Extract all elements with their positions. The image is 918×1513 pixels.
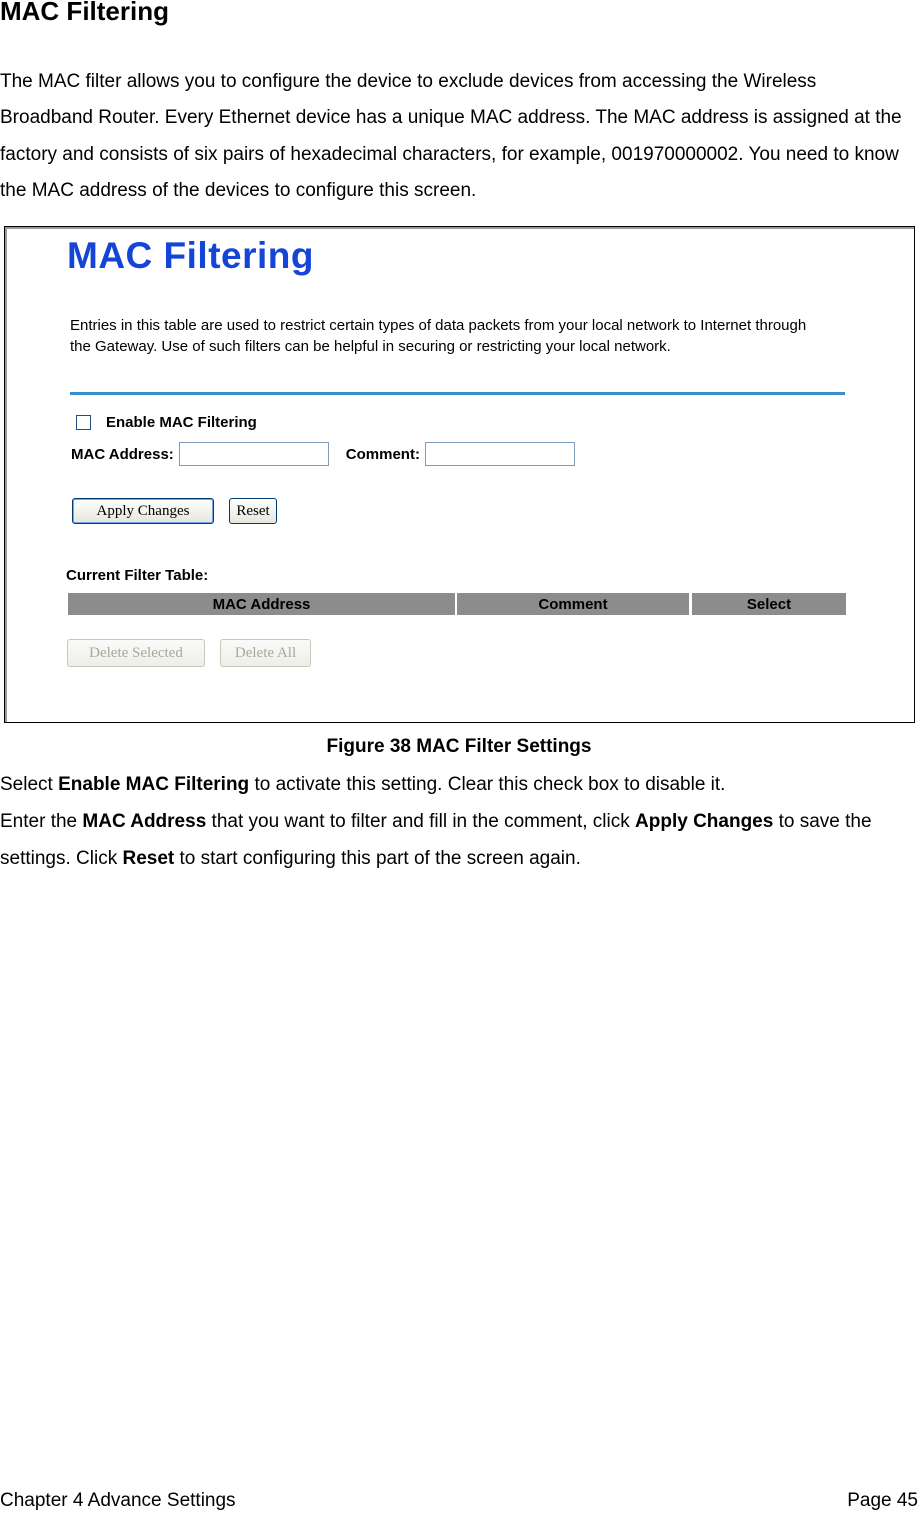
intro-paragraph: The MAC filter allows you to configure the device to exclude devices from accessing the Wireless Broadband Router. Every Ethernet device has a unique MAC address. The MAC address is assigned at the factory and consists of six pairs of hexadecimal characters, for example, 001970000002. You need to know the MAC address of the devices to configure this screen. <box>0 71 902 201</box>
column-header-select: Select <box>692 593 846 615</box>
footer-chapter: Chapter 4 Advance Settings <box>0 1490 236 1511</box>
enable-mac-filtering-row <box>76 414 257 431</box>
document-title: MAC Filtering <box>0 0 169 26</box>
current-filter-table-title: Current Filter Table: <box>66 567 209 584</box>
footer-page-number: Page 45 <box>847 1490 918 1511</box>
delete-all-button[interactable]: Delete All <box>220 639 311 667</box>
column-header-mac-address: MAC Address <box>68 593 455 615</box>
mac-filter-screenshot <box>4 226 915 723</box>
paragraph-enable: Select Enable MAC Filtering to activate this setting. Clear this check box to disable it. <box>0 774 726 795</box>
term-reset: Reset <box>122 848 175 869</box>
term-mac-address: MAC Address <box>82 811 207 832</box>
mac-address-label: MAC Address: <box>71 445 174 463</box>
divider <box>70 392 845 395</box>
column-header-comment: Comment <box>457 593 689 615</box>
apply-changes-button[interactable]: Apply Changes <box>72 498 214 524</box>
reset-button[interactable]: Reset <box>229 498 277 524</box>
enable-mac-filtering-label: Enable MAC Filtering <box>106 414 257 431</box>
screenshot-description: Entries in this table are used to restrict certain types of data packets from your local network to Internet through the Gateway. Use of such filters can be helpful in securing or restricting your local network. <box>70 317 807 355</box>
enable-mac-filtering-checkbox[interactable] <box>76 415 91 430</box>
paragraph-enter: Enter the MAC Address that you want to filter and fill in the comment, click Apply Changes to save the settings. Click Reset to start configuring this part of the screen again. <box>0 811 872 869</box>
mac-address-input[interactable] <box>179 442 329 466</box>
mac-entry-row <box>71 442 575 466</box>
term-apply-changes: Apply Changes <box>635 811 774 832</box>
figure-caption: Figure 38 MAC Filter Settings <box>326 736 592 757</box>
body-text <box>0 766 910 877</box>
screenshot-title: MAC Filtering <box>67 235 314 276</box>
term-enable-mac-filtering: Enable MAC Filtering <box>58 774 250 795</box>
comment-input[interactable] <box>425 442 575 466</box>
comment-label: Comment: <box>345 445 420 463</box>
delete-selected-button[interactable]: Delete Selected <box>67 639 205 667</box>
